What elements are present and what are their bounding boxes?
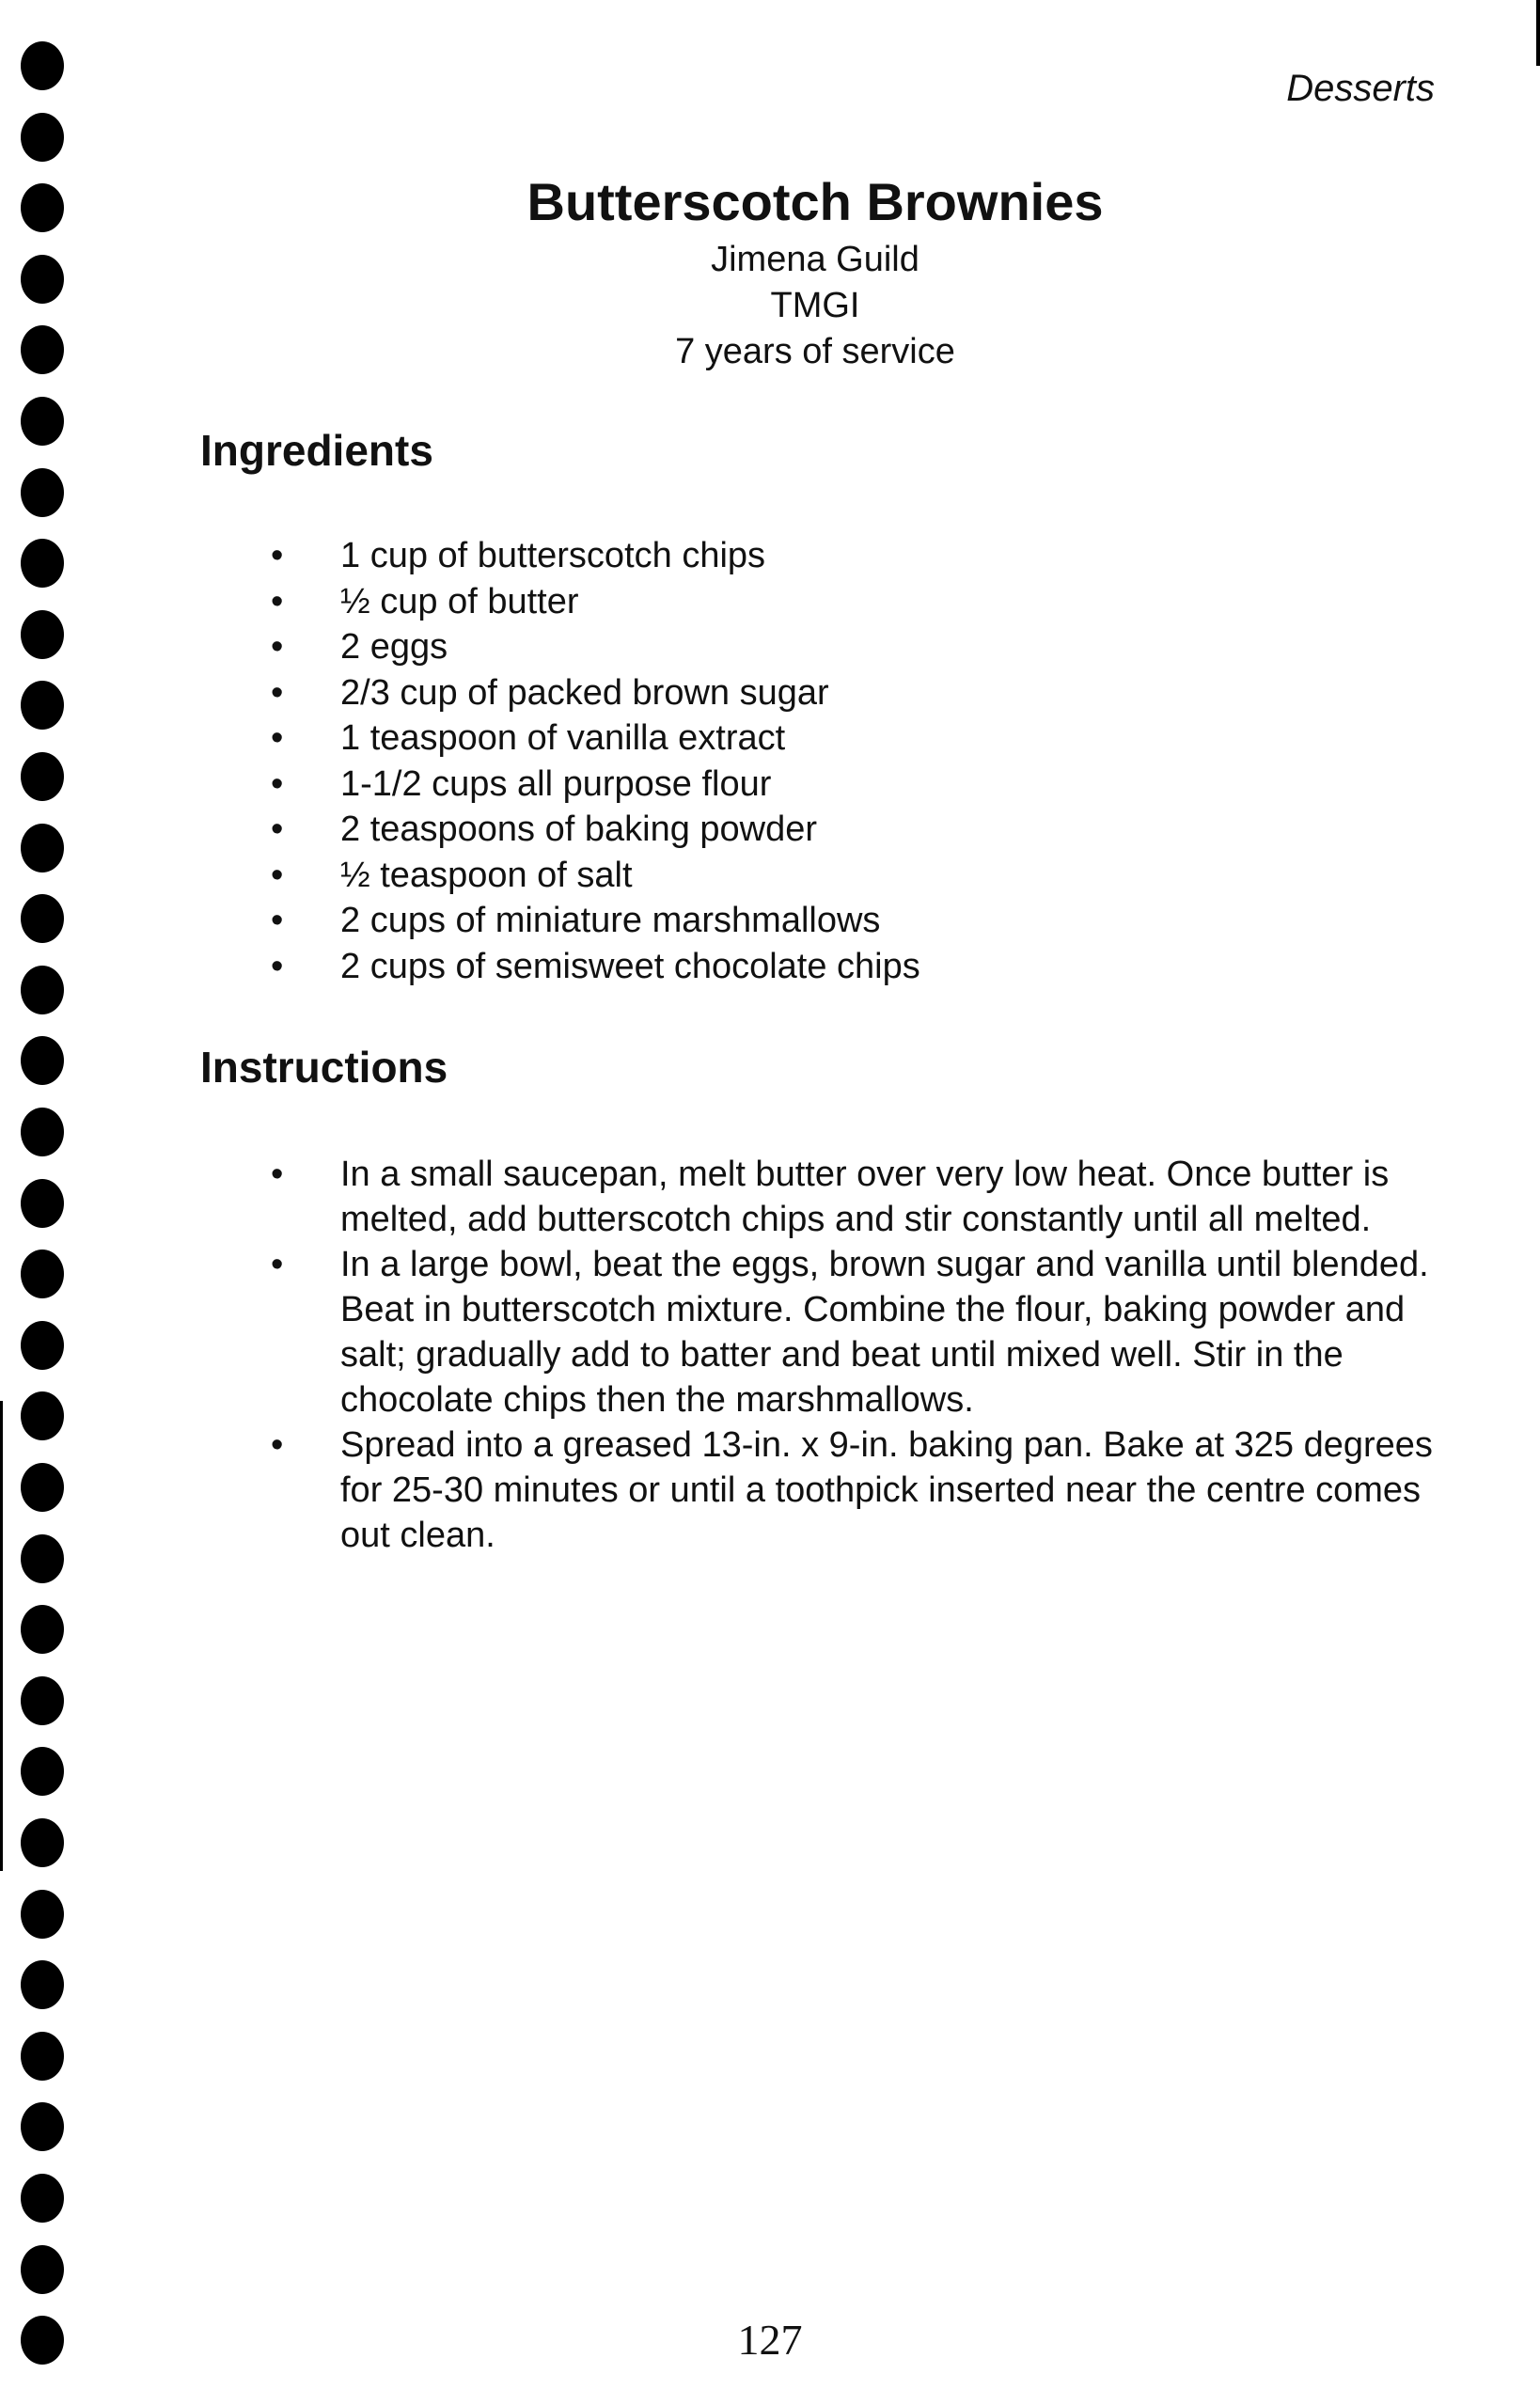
- binding-hole: [21, 1179, 64, 1228]
- bullet-icon: •: [271, 1245, 284, 1284]
- ingredient-text: 1 teaspoon of vanilla extract: [340, 718, 786, 758]
- list-item: [271, 1242, 1455, 1423]
- binding-hole: [21, 1534, 64, 1583]
- instructions-heading: Instructions: [200, 1043, 448, 1092]
- bullet-icon: •: [271, 672, 284, 713]
- list-item: [271, 624, 920, 670]
- instruction-text: In a large bowl, beat the eggs, brown sugar and vanilla until blended. Beat in butterscotch mixture. Combine the flour, baking powder and salt; gradually add to batter and beat until mixed well. Stir in the chocolate chips then the marshmallows.: [340, 1245, 1429, 1420]
- ingredient-text: 2 eggs: [340, 627, 448, 667]
- list-item: [271, 1423, 1455, 1558]
- binding-hole: [21, 2174, 64, 2223]
- list-item: [271, 898, 920, 944]
- list-item: [271, 1152, 1455, 1242]
- bullet-icon: •: [271, 581, 284, 621]
- binding-hole: [21, 1890, 64, 1939]
- bullet-icon: •: [271, 855, 284, 895]
- list-item: [271, 670, 920, 716]
- ingredients-heading: Ingredients: [200, 426, 433, 475]
- recipe-author: Jimena Guild: [711, 240, 919, 279]
- binding-hole: [21, 1250, 64, 1298]
- binding-hole: [21, 966, 64, 1014]
- recipe-title: Butterscotch Brownies: [526, 172, 1104, 231]
- instruction-text: Spread into a greased 13-in. x 9-in. baking pan. Bake at 325 degrees for 25-30 minutes or until a toothpick inserted near the centre comes out clean.: [340, 1425, 1433, 1555]
- list-item: [271, 944, 920, 990]
- binding-hole: [21, 1463, 64, 1512]
- ingredient-text: 2 cups of semisweet chocolate chips: [340, 946, 920, 986]
- binding-hole: [21, 468, 64, 517]
- instructions-list: [271, 1152, 1455, 1558]
- ingredient-text: 1 cup of butterscotch chips: [340, 536, 766, 575]
- binding-hole: [21, 894, 64, 943]
- recipe-organization: TMGI: [770, 286, 860, 325]
- list-item: [271, 579, 920, 625]
- list-item: [271, 533, 920, 579]
- binding-hole: [21, 2102, 64, 2151]
- ingredient-text: 2/3 cup of packed brown sugar: [340, 672, 829, 713]
- bullet-icon: •: [271, 763, 284, 804]
- binding-hole: [21, 1960, 64, 2009]
- bullet-icon: •: [271, 1425, 284, 1465]
- binding-hole: [21, 1321, 64, 1370]
- bullet-icon: •: [271, 536, 284, 575]
- list-item: [271, 715, 920, 762]
- binding-hole: [21, 2245, 64, 2294]
- list-item: [271, 762, 920, 808]
- binding-hole: [21, 1818, 64, 1867]
- binding-hole: [21, 2032, 64, 2081]
- instruction-text: In a small saucepan, melt butter over very low heat. Once butter is melted, add butterscotch chips and stir constantly until all melted.: [340, 1155, 1390, 1239]
- ingredient-text: ½ cup of butter: [340, 581, 579, 621]
- binding-hole: [21, 752, 64, 801]
- ingredient-text: ½ teaspoon of salt: [340, 855, 633, 895]
- binding-hole: [21, 1391, 64, 1440]
- binding-hole: [21, 1676, 64, 1725]
- ingredient-text: 2 teaspoons of baking powder: [340, 810, 818, 849]
- recipe-header: [0, 167, 1540, 375]
- page-edge-line: [1536, 0, 1540, 66]
- list-item: [271, 853, 920, 899]
- ingredients-list: [271, 533, 920, 989]
- binding-hole: [21, 610, 64, 659]
- binding-hole: [21, 539, 64, 588]
- list-item: [271, 807, 920, 853]
- ingredient-text: 2 cups of miniature marshmallows: [340, 901, 881, 940]
- bullet-icon: •: [271, 627, 284, 667]
- binding-edge-line: [0, 1401, 3, 1871]
- bullet-icon: •: [271, 901, 284, 940]
- ingredient-text: 1-1/2 cups all purpose flour: [340, 763, 772, 804]
- binding-hole: [21, 1605, 64, 1654]
- binding-hole: [21, 41, 64, 90]
- bullet-icon: •: [271, 810, 284, 849]
- page-number: 127: [737, 2316, 803, 2364]
- binding-hole: [21, 681, 64, 730]
- binding-hole: [21, 113, 64, 162]
- section-label: Desserts: [1286, 68, 1435, 109]
- binding-hole: [21, 1108, 64, 1156]
- bullet-icon: •: [271, 946, 284, 986]
- binding-hole: [21, 397, 64, 446]
- bullet-icon: •: [271, 718, 284, 758]
- recipe-service: 7 years of service: [675, 332, 955, 371]
- binding-hole: [21, 824, 64, 872]
- binding-hole: [21, 1036, 64, 1085]
- bullet-icon: •: [271, 1155, 284, 1194]
- binding-hole: [21, 1747, 64, 1796]
